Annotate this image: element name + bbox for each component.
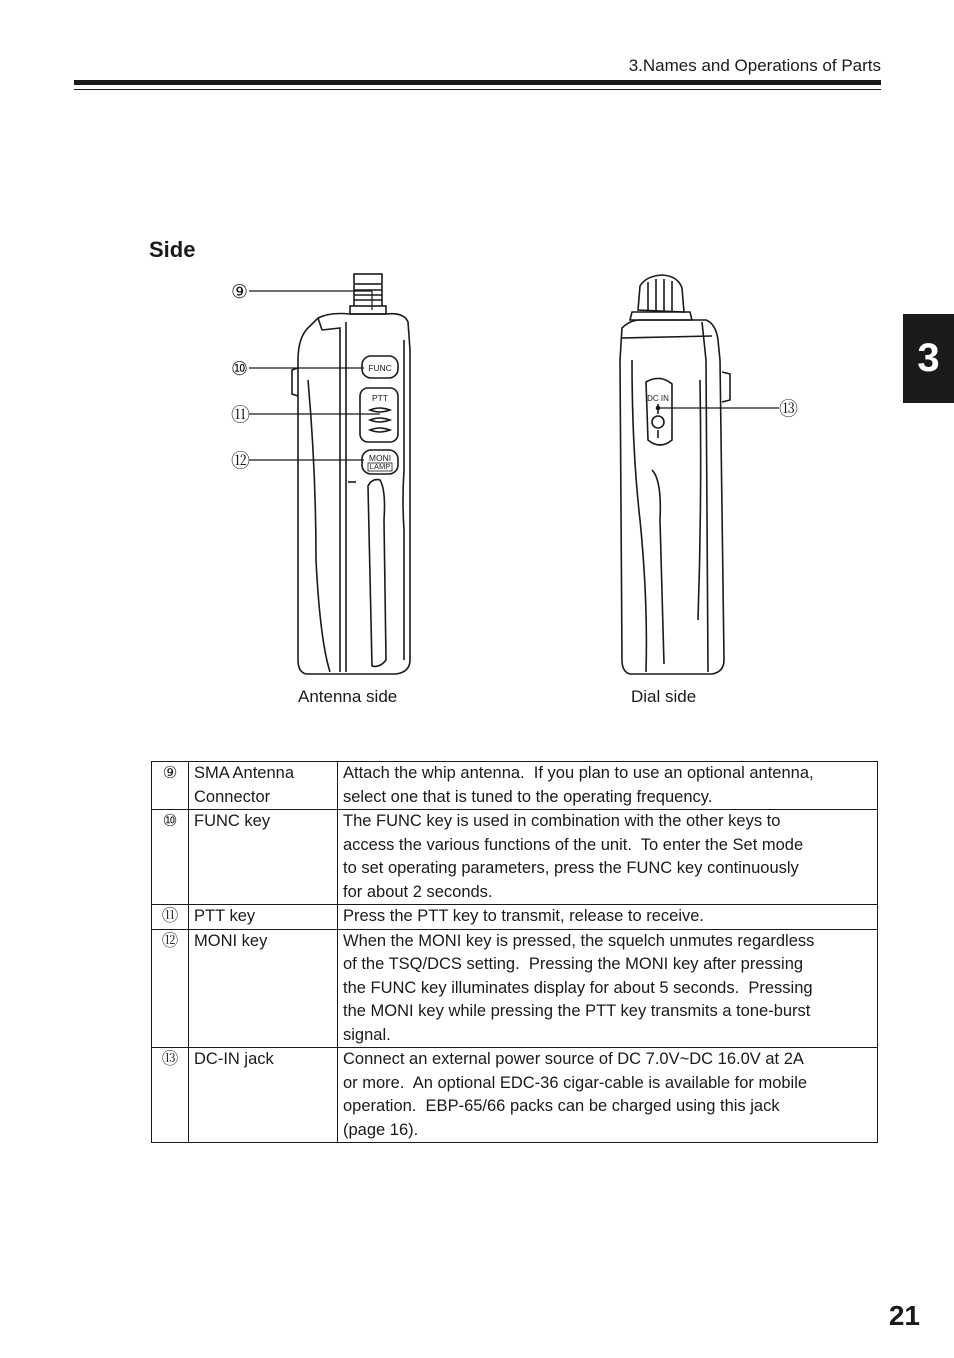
func-key-label: FUNC — [368, 363, 392, 373]
part-number: ⑫ — [152, 929, 189, 1048]
chapter-number: 3 — [917, 336, 940, 380]
part-description-line: or more. An optional EDC-36 cigar-cable is available for mobile — [343, 1073, 808, 1092]
table-row — [152, 1048, 878, 1143]
running-header: 3.Names and Operations of Parts — [628, 56, 881, 75]
lamp-key-label: LAMP — [369, 462, 391, 471]
part-description-line: operation. EBP-65/66 packs can be charged using this jack — [343, 1097, 780, 1115]
part-name-line: SMA Antenna — [194, 764, 294, 782]
antenna-side-radio — [292, 274, 410, 674]
part-name — [189, 905, 338, 930]
moni-key-label: MONI — [368, 453, 392, 463]
table-row — [152, 810, 878, 905]
part-number: ⑬ — [152, 1048, 189, 1143]
callout-9: ⑨ — [231, 281, 249, 303]
page-number: 21 — [888, 1300, 920, 1331]
part-number: ⑪ — [152, 905, 189, 930]
part-description-line: the MONI key while pressing the PTT key transmits a tone-burst — [343, 1002, 811, 1020]
parts-table — [151, 761, 878, 1143]
part-description-line: Attach the whip antenna. If you plan to use an optional antenna, — [343, 764, 814, 782]
callout-11: ⑪ — [231, 404, 251, 426]
callout-12: ⑫ — [231, 450, 251, 472]
dc-in-label: DC IN — [647, 394, 669, 403]
part-description-line: The FUNC key is used in combination with the other keys to — [343, 812, 781, 830]
caption-dial-side: Dial side — [631, 687, 697, 706]
part-name-line: FUNC key — [194, 812, 271, 830]
part-description-line: signal. — [343, 1025, 391, 1044]
part-name-line: MONI key — [194, 931, 268, 950]
callout-leaders — [249, 291, 779, 460]
part-description-line: Press the PTT key to transmit, release to receive. — [343, 907, 705, 925]
part-description-line: When the MONI key is pressed, the squelch unmutes regardless — [343, 931, 815, 950]
part-name-line: Connector — [194, 787, 271, 806]
caption-antenna-side: Antenna side — [298, 687, 398, 706]
part-name — [189, 929, 338, 1048]
part-description — [338, 905, 878, 930]
part-description — [338, 929, 878, 1048]
part-description-line: of the TSQ/DCS setting. Pressing the MONI key after pressing — [343, 955, 804, 973]
section-title: Side — [149, 237, 196, 262]
callout-10: ⑩ — [231, 358, 249, 380]
part-number: ⑩ — [152, 810, 189, 905]
callout-13: ⑬ — [779, 398, 799, 420]
part-number: ⑨ — [152, 762, 189, 810]
part-description-line: access the various functions of the unit. To enter the Set mode — [343, 835, 804, 854]
part-description — [338, 762, 878, 810]
part-description-line: Connect an external power source of DC 7.0V~DC 16.0V at 2A — [343, 1050, 804, 1068]
part-name — [189, 762, 338, 810]
table-row — [152, 762, 878, 810]
part-description-line: for about 2 seconds. — [343, 882, 493, 901]
part-name — [189, 1048, 338, 1143]
part-description-line: select one that is tuned to the operating frequency. — [343, 787, 713, 806]
part-description — [338, 1048, 878, 1143]
dial-side-radio — [620, 275, 730, 674]
table-row — [152, 929, 878, 1048]
ptt-key-label: PTT — [371, 393, 389, 403]
part-name-line: PTT key — [194, 907, 256, 925]
part-name — [189, 810, 338, 905]
part-description-line: the FUNC key illuminates display for about 5 seconds. Pressing — [343, 978, 813, 997]
part-description-line: (page 16). — [343, 1120, 419, 1139]
table-row — [152, 905, 878, 930]
part-description-line: to set operating parameters, press the FUNC key continuously — [343, 859, 799, 877]
part-name-line: DC-IN jack — [194, 1050, 274, 1068]
part-description — [338, 810, 878, 905]
